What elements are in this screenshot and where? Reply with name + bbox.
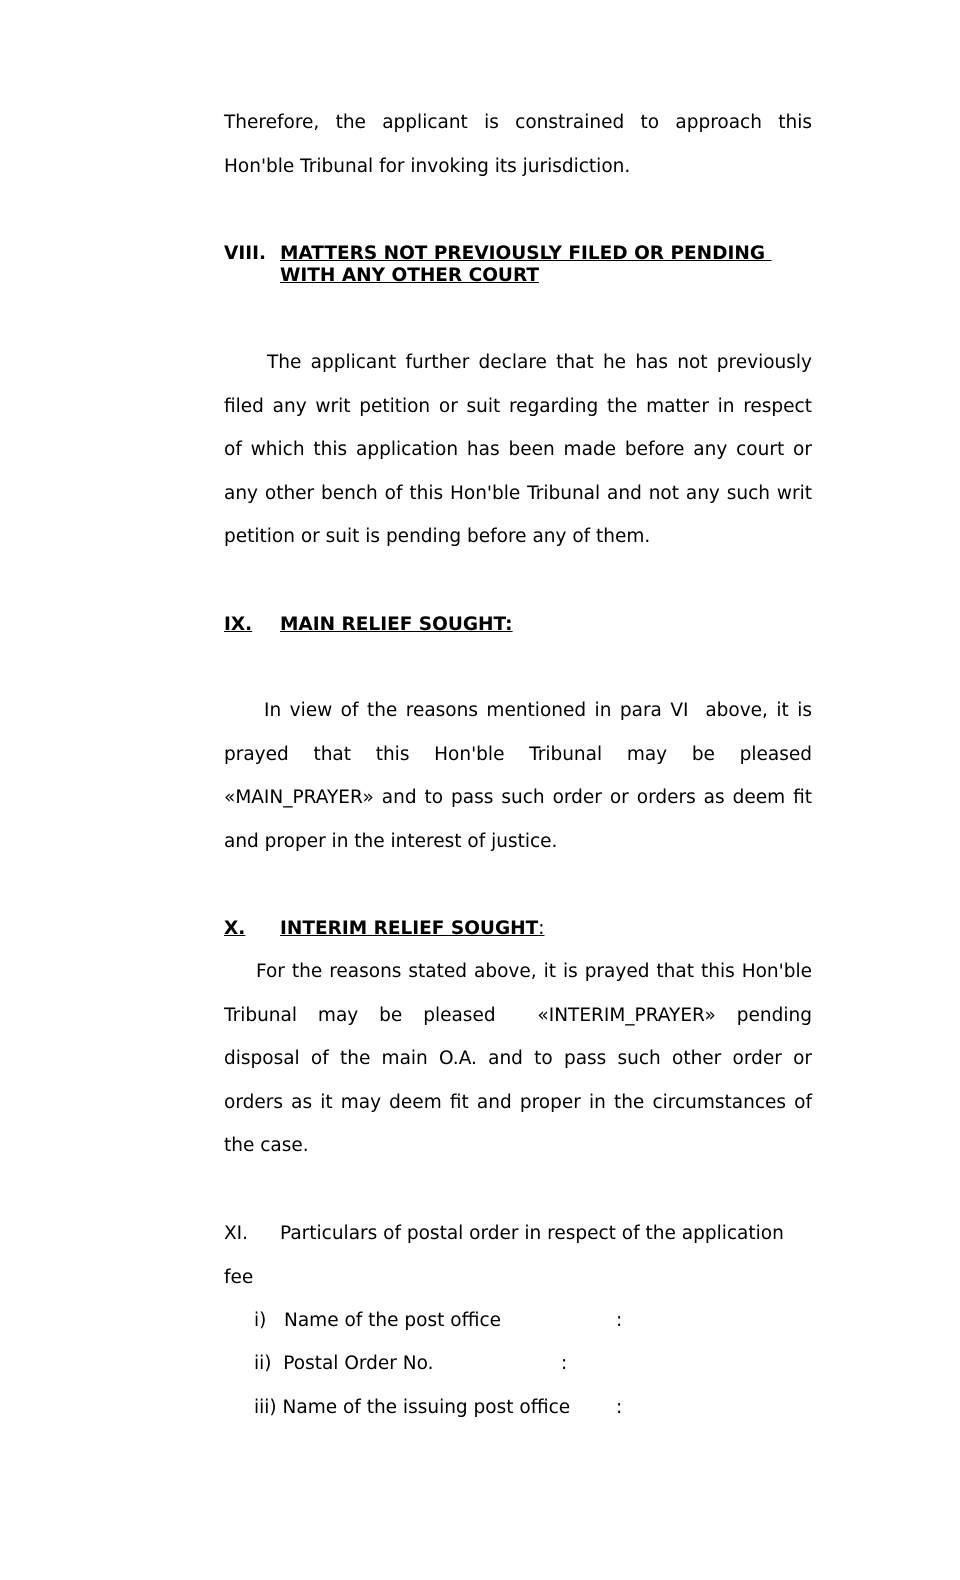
section-11-title: Particulars of postal order in respect of the application (280, 1223, 784, 1244)
postal-item-3-label: iii) Name of the issuing post office (254, 1397, 571, 1418)
postal-item-3-colon: : (616, 1397, 623, 1418)
section-8-line-1: The applicant further declare that he has not previously (267, 352, 812, 373)
section-11-block (224, 1212, 812, 1299)
section-10-line-4: orders as it may deem fit and proper in the circumstances of (224, 1091, 812, 1113)
section-10-line-5: the case. (224, 1135, 309, 1157)
section-9-title: MAIN RELIEF SOUGHT: (280, 614, 513, 635)
section-8-line-3: of which this application has been made before any court or (224, 439, 812, 461)
section-8-line-4: any other bench of this Hon'ble Tribunal and not any such writ (224, 482, 812, 504)
section-8-paragraph (224, 341, 812, 559)
section-9-line-4: and proper in the interest of justice. (224, 830, 558, 852)
intro-line-2: Hon'ble Tribunal for invoking its jurisdiction. (224, 155, 631, 177)
intro-paragraph (224, 101, 812, 188)
section-10-number: X. (224, 918, 246, 939)
section-8-title-line-2: WITH ANY OTHER COURT (280, 265, 539, 286)
section-10-line-3: disposal of the main O.A. and to pass such other order or (224, 1048, 812, 1070)
section-8-title-line-1: MATTERS NOT PREVIOUSLY FILED OR PENDING (280, 243, 772, 264)
section-9-line-1: In view of the reasons mentioned in para VI above, it is (264, 700, 812, 721)
section-10-line-2: Tribunal may be pleased «INTERIM_PRAYER» pending (224, 1004, 812, 1026)
section-10-line-1: For the reasons stated above, it is prayed that this Hon'ble (256, 961, 812, 982)
postal-item-1-label: i) Name of the post office (254, 1310, 502, 1331)
postal-item-1-colon: : (616, 1310, 623, 1331)
section-10-paragraph (224, 950, 812, 1168)
section-11-title-line-2: fee (224, 1266, 254, 1288)
section-10-title: INTERIM RELIEF SOUGHT (280, 918, 539, 939)
section-11-number: XI. (224, 1223, 249, 1244)
postal-item-2-colon: : (561, 1353, 568, 1374)
section-9-line-3: «MAIN_PRAYER» and to pass such order or orders as deem fit (224, 787, 812, 809)
postal-item-2-label: ii) Postal Order No. (254, 1353, 434, 1374)
section-9-line-2: prayed that this Hon'ble Tribunal may be pleased (224, 743, 812, 765)
section-9-paragraph (224, 689, 812, 863)
section-9-number: IX. (224, 614, 253, 635)
section-10-colon: : (538, 918, 545, 939)
section-11-title-line-1 (224, 1212, 812, 1256)
intro-line-1: Therefore, the applicant is constrained to approach this (224, 112, 812, 133)
section-8-line-5: petition or suit is pending before any of them. (224, 526, 651, 548)
section-8-number: VIII. (224, 243, 266, 264)
section-8-line-2: filed any writ petition or suit regarding the matter in respect (224, 395, 812, 417)
